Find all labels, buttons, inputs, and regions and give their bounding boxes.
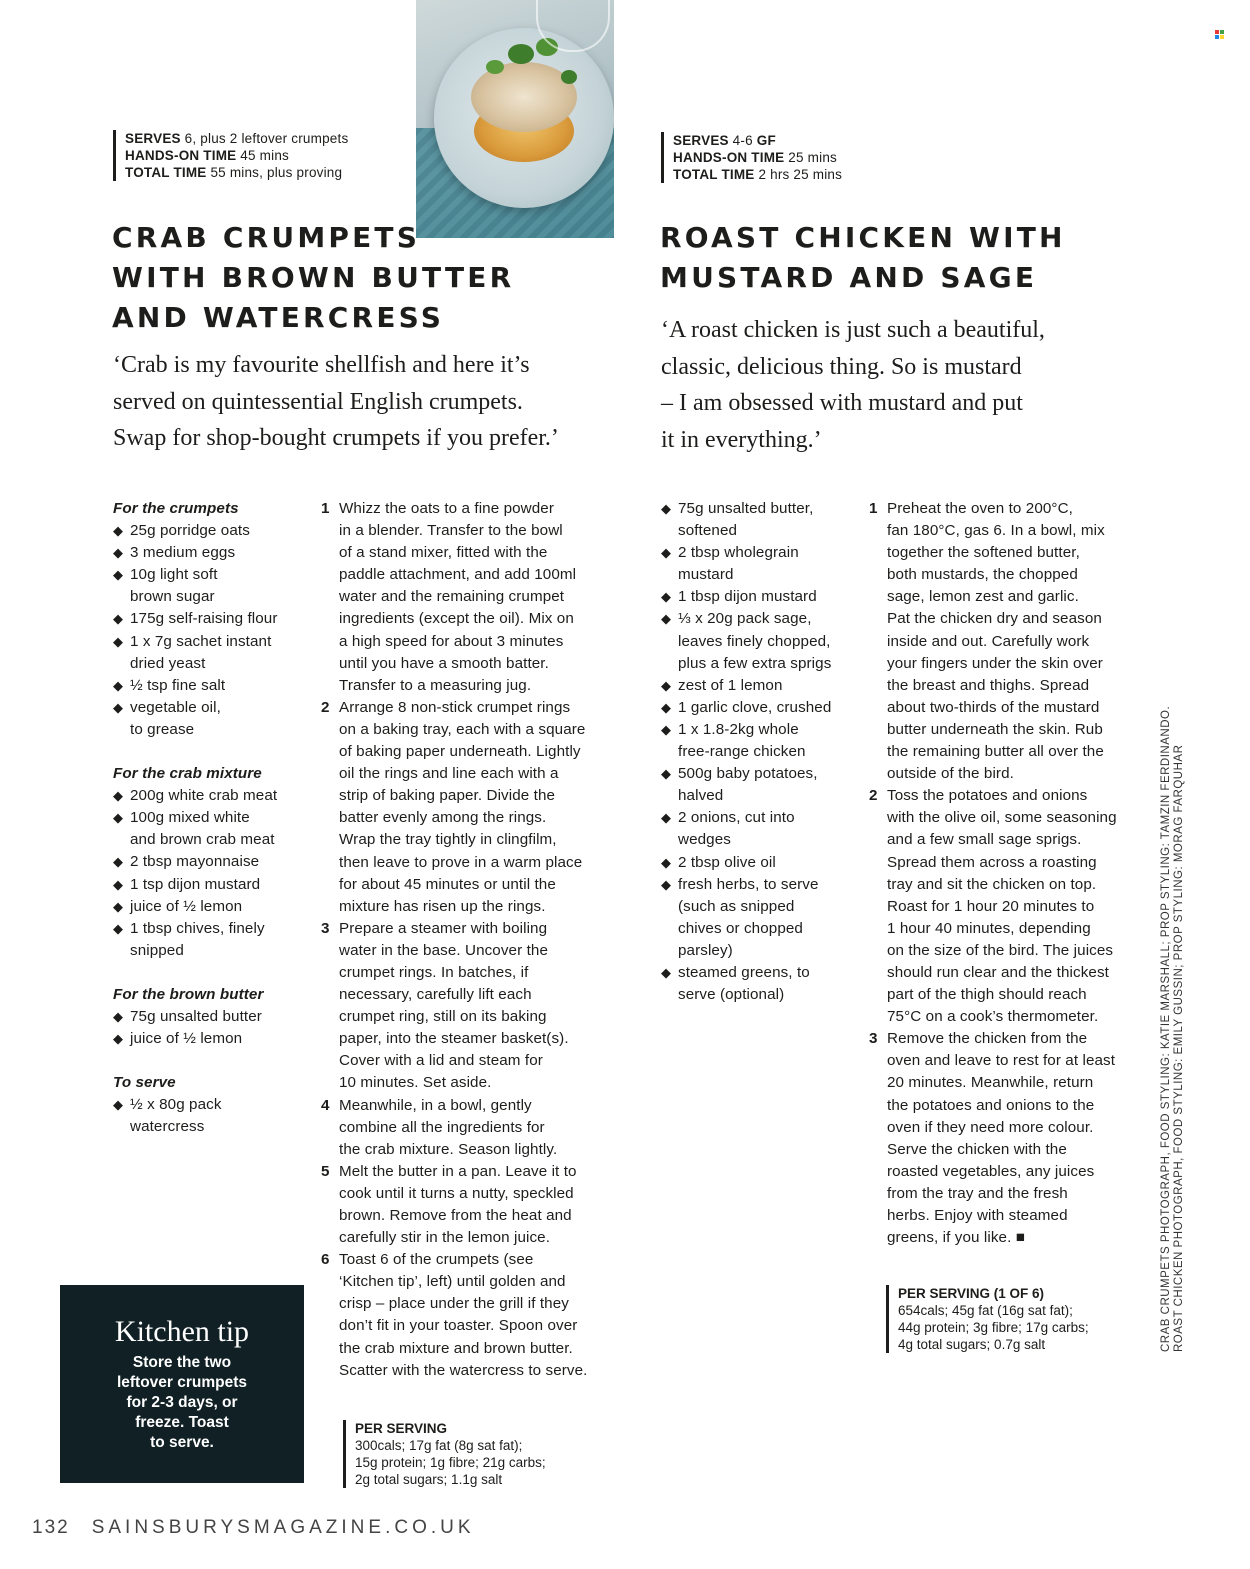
method-step bbox=[321, 1095, 621, 1161]
step-line: Cover with a lid and steam for bbox=[339, 1052, 543, 1070]
meta-value: 2 hrs 25 mins bbox=[754, 167, 843, 182]
tip-line: Store the two bbox=[132, 1354, 232, 1371]
diamond-bullet-icon: ◆ bbox=[661, 876, 672, 892]
meta-extra: GF bbox=[756, 133, 776, 148]
ingredient-item bbox=[661, 807, 861, 851]
ingredient-line: 2 tbsp olive oil bbox=[678, 853, 776, 871]
ingredient-line: 75g unsalted butter, bbox=[678, 500, 814, 517]
diamond-bullet-icon: ◆ bbox=[113, 876, 124, 892]
ingredient-item bbox=[661, 852, 861, 874]
step-line: carefully stir in the lemon juice. bbox=[339, 1229, 551, 1247]
step-line: tray and sit the chicken on top. bbox=[887, 875, 1097, 893]
diamond-bullet-icon: ◆ bbox=[661, 611, 672, 627]
right-recipe-intro bbox=[661, 312, 1045, 458]
step-line: cook until it turns a nutty, speckled bbox=[339, 1184, 574, 1202]
diamond-bullet-icon: ◆ bbox=[661, 589, 672, 605]
step-line: the potatoes and onions to the bbox=[887, 1096, 1095, 1114]
ingredient-item bbox=[113, 542, 313, 564]
meta-label: SERVES bbox=[125, 131, 181, 146]
step-number: 1 bbox=[869, 500, 878, 517]
intro-line: served on quintessential English crumpets. bbox=[113, 388, 523, 415]
ingredient-item bbox=[113, 1028, 313, 1050]
meta-row bbox=[673, 132, 842, 149]
diamond-bullet-icon: ◆ bbox=[113, 810, 124, 826]
diamond-bullet-icon: ◆ bbox=[113, 1097, 124, 1113]
title-line: WITH BROWN BUTTER bbox=[112, 261, 515, 294]
ingredient-section-heading: For the crumpets bbox=[113, 500, 239, 517]
ingredient-line: serve (optional) bbox=[678, 986, 785, 1004]
ingredient-line: 75g unsalted butter bbox=[130, 1007, 262, 1025]
meta-label: HANDS-ON TIME bbox=[125, 148, 237, 163]
step-line: 20 minutes. Meanwhile, return bbox=[887, 1074, 1094, 1092]
step-line: Spread them across a roasting bbox=[887, 853, 1097, 871]
method-step bbox=[321, 697, 621, 918]
step-line: on a baking tray, each with a square bbox=[339, 720, 586, 738]
right-method bbox=[869, 498, 1159, 1249]
right-nutrition bbox=[886, 1285, 1089, 1353]
ingredient-line: 2 tbsp mayonnaise bbox=[130, 853, 260, 871]
intro-line: ‘Crab is my favourite shellfish and here it’s bbox=[113, 352, 530, 378]
step-line: Serve the chicken with the bbox=[887, 1140, 1067, 1158]
method-step bbox=[321, 498, 621, 697]
left-nutrition bbox=[343, 1420, 546, 1488]
meta-label: TOTAL TIME bbox=[125, 165, 207, 180]
ingredient-line: and brown crab meat bbox=[130, 831, 275, 849]
section-gap bbox=[113, 741, 313, 763]
step-line: herbs. Enjoy with steamed bbox=[887, 1207, 1068, 1224]
diamond-bullet-icon: ◆ bbox=[661, 677, 672, 693]
tip-line: leftover crumpets bbox=[116, 1374, 248, 1391]
diamond-bullet-icon: ◆ bbox=[113, 677, 124, 693]
ingredient-section-heading: For the brown butter bbox=[113, 985, 264, 1003]
ingredient-line: to grease bbox=[130, 720, 195, 738]
diamond-bullet-icon: ◆ bbox=[113, 611, 124, 627]
ingredient-line: (such as snipped bbox=[678, 897, 795, 915]
step-line: 1 hour 40 minutes, depending bbox=[887, 919, 1091, 937]
step-line: Melt the butter in a pan. Leave it to bbox=[339, 1162, 577, 1180]
nutrition-line: 300cals; 17g fat (8g sat fat); bbox=[355, 1438, 523, 1453]
step-line: should run clear and the thickest bbox=[887, 963, 1109, 981]
ingredient-item bbox=[113, 1006, 313, 1028]
step-line: water and the remaining crumpet bbox=[339, 588, 565, 606]
meta-row bbox=[125, 147, 348, 164]
ingredient-line: mustard bbox=[678, 566, 734, 584]
diamond-bullet-icon: ◆ bbox=[661, 810, 672, 826]
meta-row bbox=[125, 130, 348, 147]
step-line: paddle attachment, and add 100ml bbox=[339, 566, 577, 584]
ingredient-list bbox=[113, 1094, 313, 1138]
step-line: ‘Kitchen tip’, left) until golden and bbox=[339, 1273, 566, 1291]
step-line: butter underneath the skin. Rub bbox=[887, 720, 1103, 738]
ingredient-item bbox=[113, 785, 313, 807]
step-line: in a blender. Transfer to the bowl bbox=[339, 522, 563, 540]
nutrition-heading: PER SERVING (1 OF 6) bbox=[898, 1286, 1045, 1301]
ingredient-line: vegetable oil, bbox=[130, 698, 221, 716]
left-method bbox=[321, 498, 621, 1382]
method-step bbox=[321, 1161, 621, 1249]
ingredient-line: steamed greens, to bbox=[678, 963, 810, 981]
ingredient-line: 500g baby potatoes, bbox=[678, 765, 818, 783]
ingredient-line: 1 tbsp chives, finely bbox=[130, 919, 265, 937]
step-line: a high speed for about 3 minutes bbox=[339, 632, 564, 650]
ingredient-line: 175g self-raising flour bbox=[130, 610, 278, 628]
diamond-bullet-icon: ◆ bbox=[113, 523, 124, 539]
ingredient-item bbox=[113, 918, 313, 962]
left-recipe-title bbox=[112, 218, 514, 338]
step-line: brown. Remove from the heat and bbox=[339, 1207, 572, 1224]
tip-line: for 2-3 days, or bbox=[126, 1394, 238, 1411]
step-number: 5 bbox=[321, 1162, 330, 1180]
credit-line: CRAB CRUMPETS PHOTOGRAPH, FOOD STYLING: KATIE MARSHALL; PROP STYLING: TAMZIN FERDINANDO. bbox=[1160, 705, 1172, 1352]
ingredient-line: 2 tbsp wholegrain bbox=[678, 544, 799, 562]
intro-line: – I am obsessed with mustard and put bbox=[661, 390, 1023, 416]
ingredient-item bbox=[661, 675, 861, 697]
left-ingredients bbox=[113, 498, 313, 1138]
step-line: Whizz the oats to a fine powder bbox=[339, 500, 554, 517]
diamond-bullet-icon: ◆ bbox=[113, 1008, 124, 1024]
ingredient-line: fresh herbs, to serve bbox=[678, 875, 819, 893]
diamond-bullet-icon: ◆ bbox=[661, 766, 672, 782]
ingredient-line: softened bbox=[678, 522, 738, 540]
step-line: Transfer to a measuring jug. bbox=[339, 676, 532, 694]
ingredient-line: 1 garlic clove, crushed bbox=[678, 698, 832, 716]
step-line: ingredients (except the oil). Mix on bbox=[339, 610, 574, 628]
step-line: batter evenly among the rings. bbox=[339, 809, 547, 827]
ingredient-line: plus a few extra sprigs bbox=[678, 654, 832, 672]
diamond-bullet-icon: ◆ bbox=[113, 788, 124, 804]
step-number: 3 bbox=[869, 1030, 878, 1048]
step-line: Scatter with the watercress to serve. bbox=[339, 1361, 588, 1379]
step-line: for about 45 minutes or until the bbox=[339, 875, 556, 893]
step-line: mixture has risen up the rings. bbox=[339, 897, 546, 915]
page-number: 132 bbox=[32, 1517, 70, 1538]
ingredient-item bbox=[113, 896, 313, 918]
meta-value: 4-6 bbox=[728, 133, 757, 148]
nutrition-line: 15g protein; 1g fibre; 21g carbs; bbox=[355, 1455, 546, 1470]
ingredient-item bbox=[113, 851, 313, 873]
kitchen-tip-box bbox=[60, 1285, 304, 1483]
section-gap bbox=[113, 962, 313, 984]
ingredient-line: 1 tsp dijon mustard bbox=[130, 875, 261, 893]
nutrition-line: 654cals; 45g fat (16g sat fat); bbox=[898, 1303, 1073, 1318]
meta-label: HANDS-ON TIME bbox=[673, 150, 785, 165]
step-number: 4 bbox=[321, 1096, 330, 1114]
step-line: oil the rings and line each with a bbox=[339, 765, 559, 783]
step-line: crumpet ring, still on its baking bbox=[339, 1008, 547, 1026]
intro-line: it in everything.’ bbox=[661, 426, 822, 453]
step-line: necessary, carefully lift each bbox=[339, 986, 532, 1004]
diamond-bullet-icon: ◆ bbox=[113, 1031, 124, 1047]
step-line: paper, into the steamer basket(s). bbox=[339, 1030, 569, 1048]
step-line: together the softened butter, bbox=[887, 544, 1080, 562]
step-line: then leave to prove in a warm place bbox=[339, 853, 583, 871]
step-line: the crab mixture. Season lightly. bbox=[339, 1140, 558, 1158]
right-recipe-title bbox=[660, 218, 1066, 298]
ingredient-item bbox=[661, 498, 861, 542]
meta-value: 6, plus 2 leftover crumpets bbox=[180, 131, 349, 146]
step-number: 1 bbox=[321, 500, 330, 517]
step-line: 75°C on a cook’s thermometer. bbox=[887, 1008, 1099, 1026]
step-line: Wrap the tray tightly in clingfilm, bbox=[339, 831, 557, 849]
step-line: Prepare a steamer with boiling bbox=[339, 919, 548, 937]
step-line: Pat the chicken dry and season bbox=[887, 610, 1102, 628]
meta-row bbox=[125, 164, 348, 181]
diamond-bullet-icon: ◆ bbox=[113, 898, 124, 914]
ingredient-line: chives or chopped bbox=[678, 919, 803, 937]
ingredient-line: watercress bbox=[130, 1118, 205, 1136]
step-line: Meanwhile, in a bowl, gently bbox=[339, 1096, 532, 1114]
crab-crumpet-photo bbox=[416, 0, 614, 238]
ingredient-line: 200g white crab meat bbox=[130, 787, 278, 805]
kitchen-tip-heading: Kitchen tip bbox=[114, 1315, 250, 1348]
ingredient-line: ½ tsp fine salt bbox=[130, 676, 226, 694]
ingredient-item bbox=[113, 520, 313, 542]
ingredient-line: 1 x 1.8-2kg whole bbox=[678, 720, 799, 738]
step-line: Remove the chicken from the bbox=[887, 1030, 1088, 1048]
ingredient-item bbox=[113, 631, 313, 675]
step-line: 10 minutes. Set aside. bbox=[339, 1074, 492, 1092]
title-line: CRAB CRUMPETS bbox=[112, 221, 421, 254]
step-line: crisp – place under the grill if they bbox=[339, 1295, 569, 1313]
method-step bbox=[869, 1028, 1159, 1249]
step-line: and a few small sage sprigs. bbox=[887, 831, 1082, 849]
step-line: the crab mixture and brown butter. bbox=[339, 1339, 573, 1357]
ingredient-item bbox=[661, 874, 861, 962]
diamond-bullet-icon: ◆ bbox=[113, 633, 124, 649]
ingredient-line: 25g porridge oats bbox=[130, 522, 250, 540]
step-line: sage, lemon zest and garlic. bbox=[887, 588, 1079, 606]
step-number: 2 bbox=[321, 698, 330, 716]
title-line: ROAST CHICKEN WITH bbox=[660, 221, 1066, 254]
tip-line: to serve. bbox=[150, 1434, 214, 1451]
ingredient-line: ½ x 80g pack bbox=[130, 1096, 222, 1114]
diamond-bullet-icon: ◆ bbox=[113, 699, 124, 715]
ingredient-item bbox=[661, 542, 861, 586]
ingredient-line: parsley) bbox=[678, 941, 733, 959]
diamond-bullet-icon: ◆ bbox=[113, 567, 124, 583]
ingredient-item bbox=[661, 608, 861, 674]
color-registration-icon bbox=[1215, 30, 1224, 39]
nutrition-line: 44g protein; 3g fibre; 17g carbs; bbox=[898, 1320, 1089, 1335]
step-line: the remaining butter all over the bbox=[887, 743, 1104, 761]
ingredient-line: snipped bbox=[130, 941, 184, 959]
step-line: strip of baking paper. Divide the bbox=[339, 787, 556, 805]
step-line: don’t fit in your toaster. Spoon over bbox=[339, 1317, 578, 1335]
method-step bbox=[869, 498, 1159, 785]
ingredient-line: leaves finely chopped, bbox=[678, 632, 831, 650]
ingredient-item bbox=[113, 807, 313, 851]
step-line: of baking paper underneath. Lightly bbox=[339, 743, 581, 761]
meta-label: SERVES bbox=[673, 133, 729, 148]
ingredient-item bbox=[113, 697, 313, 741]
step-line: roasted vegetables, any juices bbox=[887, 1162, 1095, 1180]
step-line: on the size of the bird. The juices bbox=[887, 941, 1114, 959]
ingredient-item bbox=[113, 608, 313, 630]
ingredient-line: 2 onions, cut into bbox=[678, 809, 795, 827]
title-line: MUSTARD AND SAGE bbox=[660, 261, 1038, 294]
ingredient-list bbox=[113, 1006, 313, 1050]
meta-label: TOTAL TIME bbox=[673, 167, 755, 182]
site-url[interactable]: SAINSBURYSMAGAZINE.CO.UK bbox=[91, 1517, 475, 1538]
step-line: from the tray and the fresh bbox=[887, 1184, 1068, 1202]
left-recipe-meta bbox=[113, 130, 348, 181]
ingredient-section-heading: For the crab mixture bbox=[113, 765, 262, 783]
ingredient-line: halved bbox=[678, 787, 724, 805]
ingredient-item bbox=[113, 874, 313, 896]
step-line: water in the base. Uncover the bbox=[339, 941, 548, 959]
tip-line: freeze. Toast bbox=[135, 1414, 229, 1431]
ingredient-line: 1 x 7g sachet instant bbox=[130, 632, 272, 650]
right-recipe-meta bbox=[661, 132, 842, 183]
ingredient-line: 100g mixed white bbox=[130, 809, 250, 827]
nutrition-line: 4g total sugars; 0.7g salt bbox=[898, 1337, 1046, 1352]
ingredient-item bbox=[661, 962, 861, 1006]
step-line: inside and out. Carefully work bbox=[887, 632, 1090, 650]
ingredient-line: juice of ½ lemon bbox=[130, 1030, 243, 1048]
nutrition-heading: PER SERVING bbox=[355, 1421, 448, 1436]
step-line: Toss the potatoes and onions bbox=[887, 787, 1088, 805]
ingredient-line: juice of ½ lemon bbox=[130, 897, 243, 915]
intro-line: Swap for shop-bought crumpets if you prefer.’ bbox=[113, 425, 559, 451]
step-line: fan 180°C, gas 6. In a bowl, mix bbox=[887, 522, 1105, 540]
step-line: oven and leave to rest for at least bbox=[887, 1052, 1116, 1070]
meta-value: 55 mins, plus proving bbox=[206, 165, 343, 180]
ingredient-line: 10g light soft bbox=[130, 566, 218, 584]
step-number: 2 bbox=[869, 787, 878, 805]
right-ingredients bbox=[661, 498, 861, 1006]
step-line: with the olive oil, some seasoning bbox=[887, 809, 1117, 827]
method-step bbox=[321, 1249, 621, 1382]
step-line: both mustards, the chopped bbox=[887, 566, 1078, 584]
step-line: Preheat the oven to 200°C, bbox=[887, 500, 1073, 517]
ingredient-item bbox=[661, 586, 861, 608]
step-line: Toast 6 of the crumpets (see bbox=[339, 1251, 534, 1269]
ingredient-line: 1 tbsp dijon mustard bbox=[678, 588, 817, 606]
diamond-bullet-icon: ◆ bbox=[113, 854, 124, 870]
ingredient-list bbox=[113, 520, 313, 741]
ingredient-item bbox=[113, 675, 313, 697]
meta-row bbox=[673, 149, 842, 166]
ingredient-item bbox=[661, 719, 861, 763]
diamond-bullet-icon: ◆ bbox=[661, 699, 672, 715]
step-line: your fingers under the skin over bbox=[887, 654, 1103, 672]
step-line: about two-thirds of the mustard bbox=[887, 698, 1100, 716]
title-line: AND WATERCRESS bbox=[112, 301, 445, 334]
ingredient-item bbox=[661, 697, 861, 719]
kitchen-tip-text bbox=[60, 1353, 304, 1453]
intro-line: ‘A roast chicken is just such a beautiful, bbox=[661, 317, 1045, 343]
credit-line: ROAST CHICKEN PHOTOGRAPH, FOOD STYLING: EMILY GUSSIN; PROP STYLING: MORAG FARQUHAR bbox=[1173, 744, 1185, 1352]
diamond-bullet-icon: ◆ bbox=[661, 545, 672, 561]
section-gap bbox=[113, 1050, 313, 1072]
ingredient-line: dried yeast bbox=[130, 654, 206, 672]
ingredient-line: ⅓ x 20g pack sage, bbox=[678, 610, 812, 628]
step-line: until you have a smooth batter. bbox=[339, 654, 549, 672]
diamond-bullet-icon: ◆ bbox=[661, 501, 672, 516]
intro-line: classic, delicious thing. So is mustard bbox=[661, 353, 1022, 380]
method-step bbox=[869, 785, 1159, 1028]
step-line: of a stand mixer, fitted with the bbox=[339, 544, 548, 562]
step-line: the breast and thighs. Spread bbox=[887, 676, 1090, 694]
step-line: greens, if you like. ■ bbox=[887, 1229, 1025, 1247]
ingredient-line: wedges bbox=[678, 831, 731, 849]
step-line: crumpet rings. In batches, if bbox=[339, 963, 529, 981]
meta-row bbox=[673, 166, 842, 183]
ingredient-list bbox=[113, 785, 313, 962]
ingredient-item bbox=[661, 763, 861, 807]
step-line: Arrange 8 non-stick crumpet rings bbox=[339, 698, 571, 716]
ingredient-line: brown sugar bbox=[130, 588, 215, 606]
step-line: Roast for 1 hour 20 minutes to bbox=[887, 897, 1095, 915]
diamond-bullet-icon: ◆ bbox=[661, 721, 672, 737]
left-recipe-intro bbox=[113, 347, 559, 457]
meta-value: 25 mins bbox=[784, 150, 837, 165]
method-step bbox=[321, 918, 621, 1095]
step-line: combine all the ingredients for bbox=[339, 1118, 545, 1136]
diamond-bullet-icon: ◆ bbox=[113, 545, 124, 561]
ingredient-line: zest of 1 lemon bbox=[678, 676, 783, 694]
photo-credits bbox=[1160, 652, 1186, 1352]
step-line: part of the thigh should reach bbox=[887, 986, 1087, 1004]
ingredient-item bbox=[113, 1094, 313, 1138]
ingredient-line: 3 medium eggs bbox=[130, 544, 236, 562]
diamond-bullet-icon: ◆ bbox=[661, 964, 672, 980]
ingredient-item bbox=[113, 564, 313, 608]
diamond-bullet-icon: ◆ bbox=[661, 854, 672, 870]
page-footer bbox=[32, 1517, 475, 1539]
diamond-bullet-icon: ◆ bbox=[113, 920, 124, 936]
step-line: outside of the bird. bbox=[887, 765, 1014, 783]
ingredient-line: free-range chicken bbox=[678, 743, 806, 761]
ingredient-section-heading: To serve bbox=[113, 1074, 176, 1092]
step-number: 6 bbox=[321, 1251, 330, 1269]
meta-value: 45 mins bbox=[236, 148, 289, 163]
step-line: oven if they need more colour. bbox=[887, 1118, 1094, 1136]
nutrition-line: 2g total sugars; 1.1g salt bbox=[355, 1472, 503, 1487]
step-number: 3 bbox=[321, 919, 330, 937]
